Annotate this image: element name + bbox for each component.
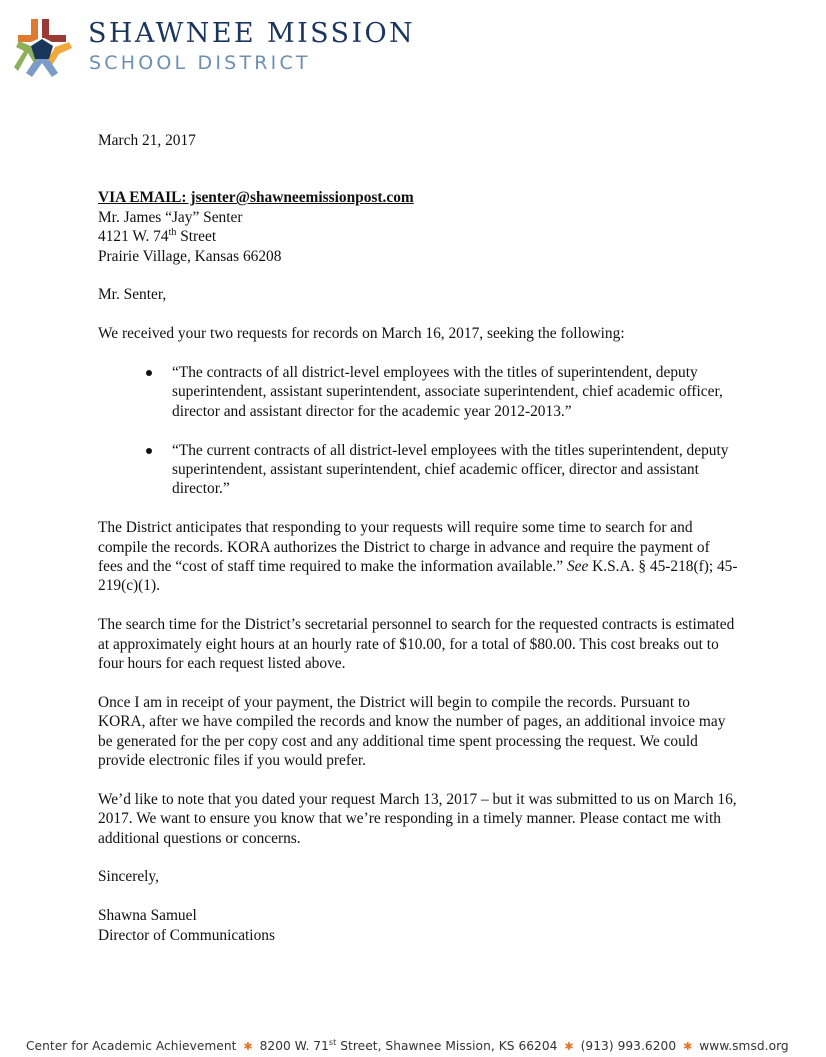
intro-paragraph: We received your two requests for records on March 16, 2017, seeking the following: xyxy=(98,325,625,343)
letterhead-footer xyxy=(26,1038,816,1055)
street-ordinal: th xyxy=(168,227,177,239)
star-icon: ✱ xyxy=(243,1040,253,1053)
recipient-name: Mr. James “Jay” Senter xyxy=(98,208,243,226)
district-brand xyxy=(88,18,415,75)
cost-paragraph: The search time for the District’s secretarial personnel to search for the requested contracts is estimated at approximately eight hours at an hourly rate of $10.00, for a total of $80.00. This cost breaks out to four hours for each request listed above. xyxy=(98,616,735,673)
request-text: “The contracts of all district-level employees with the titles of superintendent, deputy superintendent, assistant superintendent, associate superintendent, chief academic officer, director and assistant director for the academic year 2012-2013.” xyxy=(172,364,723,420)
signer-title: Director of Communications xyxy=(98,926,275,944)
footer-phone: (913) 993.6200 xyxy=(580,1039,677,1053)
statute-citation: K.S.A. § 45-218(f); 45-219(c)(1). xyxy=(98,558,738,595)
street-name: Street xyxy=(176,228,217,246)
request-text: “The current contracts of all district-level employees with the titles superintendent, deputy superintendent, assistant superintendent, chief academic officer, director and assistant director.” xyxy=(172,441,729,498)
request-list xyxy=(98,363,738,499)
letter-body xyxy=(98,131,738,945)
footer-address-rest: Street, Shawnee Mission, KS 66204 xyxy=(336,1039,558,1053)
star-icon: ✱ xyxy=(564,1040,574,1053)
recipient-city: Prairie Village, Kansas 66208 xyxy=(98,247,282,265)
kora-paragraph xyxy=(98,518,738,596)
footer-address-number: 8200 W. 71 xyxy=(259,1039,329,1053)
district-logo-icon xyxy=(14,17,74,77)
street-number: 4121 W. 74 xyxy=(98,228,169,246)
salutation: Mr. Senter, xyxy=(98,286,167,304)
district-subname: SCHOOL DISTRICT xyxy=(89,52,311,74)
via-email-line: VIA EMAIL: jsenter@shawneemissionpost.com xyxy=(98,189,414,207)
payment-paragraph: Once I am in receipt of your payment, the District will begin to compile the records. Pursuant to KORA, after we have compiled the records and know the number of pages, an additional invoice may be generated for the per copy cost and any additional time spent processing the request. We could provide electronic files if you would prefer. xyxy=(98,693,726,770)
bullet-icon xyxy=(146,370,152,376)
footer-address xyxy=(260,1039,558,1053)
star-icon: ✱ xyxy=(683,1040,693,1053)
recipient-street xyxy=(98,227,738,246)
dates-paragraph: We’d like to note that you dated your request March 13, 2017 – but it was submitted to us on March 16, 2017. We want to ensure you know that we’re responding in a timely manner. Please contact me with additional questions or concerns. xyxy=(98,790,737,847)
footer-org: Center for Academic Achievement xyxy=(26,1039,237,1053)
footer-address-ordinal: st xyxy=(328,1038,337,1047)
bullet-icon xyxy=(146,448,152,454)
see-signal: See xyxy=(566,558,589,576)
request-item xyxy=(98,363,738,421)
district-name: SHAWNEE MISSION xyxy=(88,18,416,49)
request-item xyxy=(98,441,738,499)
signer-name: Shawna Samuel xyxy=(98,907,197,925)
letter-date: March 21, 2017 xyxy=(98,132,196,149)
kora-text: The District anticipates that responding to your requests will require some time to search for and compile the records. KORA authorizes the District to charge in advance and require the payment of fees and the “cost of staff time required to make the information available.” xyxy=(98,519,710,576)
closing: Sincerely, xyxy=(98,868,159,886)
footer-website[interactable]: www.smsd.org xyxy=(699,1039,789,1053)
